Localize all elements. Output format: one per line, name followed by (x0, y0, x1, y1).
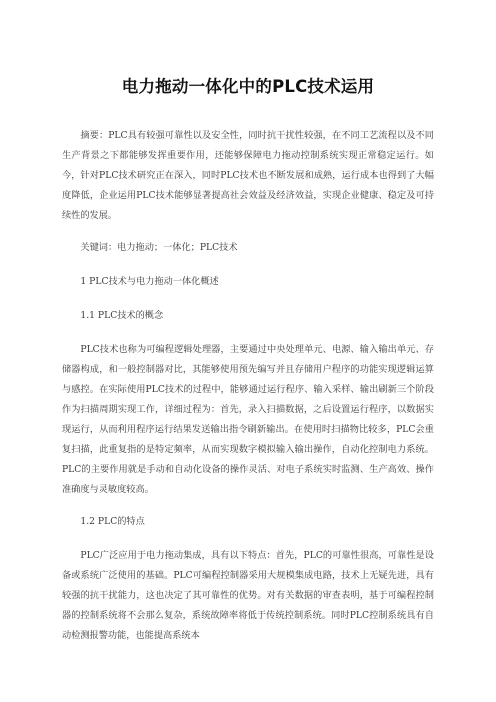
section-1-1-heading: 1.1 PLC技术的概念 (80, 310, 164, 321)
abstract-paragraph: 摘要：PLC具有较强可靠性以及安全性，同时抗干扰性较强，在不同工艺流程以及不同生产背景之下都能够发挥重要作用，还能够保障电力拖动控制系统实现正常稳定运行。如今，针对PLC技术研究正在深入，同时PLC技术也不断发展和成熟，运行成本也得到了大幅度降低，企业运用PLC技术能够显著提高社会效益及经济效益，实现企业健康、稳定及可持续性的发展。 (62, 130, 434, 221)
section-1-2-heading: 1.2 PLC的特点 (80, 516, 145, 527)
section-1-heading: 1 PLC技术与电力拖动一体化概述 (80, 276, 219, 287)
section-1-2-paragraph: PLC广泛应用于电力拖动集成，具有以下特点：首先，PLC的可靠性很高，可靠性是设备或系统广泛使用的基础。PLC可编程控制器采用大规模集成电路，技术上无疑先进，具有较强的抗干扰能力，这也决定了其可靠性的优势。对有关数据的审查表明，基于可编程控制器的控制系统将不会那么复杂，系统故障率将低于传统控制系统。同时PLC控制系统具有自动检测报警功能，也能提高系统本 (62, 550, 434, 641)
document-title: 电力拖动一体化中的PLC技术运用 (121, 77, 375, 96)
keywords-line: 关键词：电力拖动；一体化；PLC技术 (80, 242, 238, 253)
section-1-1-paragraph: PLC技术也称为可编程逻辑处理器，主要通过中央处理单元、电源、输入输出单元、存储器构成，和一般控制器对比，其能够使用预先编写并且存储用户程序的功能实现逻辑运算与感控。在实际使用PLC技术的过程中，能够通过运行程序、输入采样、输出刷新三个阶段作为扫描周期实现工作，详细过程为：首先，录入扫描数据，之后设置运行程序，以数据实现运行，从而利用程序运行结果发送输出指令刷新输出。在使用时扫描物比较多，PLC会重复扫描，此重复指的是特定频率，从而实现数字模拟输入输出操作，自动化控制电力系统。PLC的主要作用就是手动和自动化设备的操作灵活、对电子系统实时监测、生产高效、操作准确度与灵敏度较高。 (62, 344, 434, 495)
